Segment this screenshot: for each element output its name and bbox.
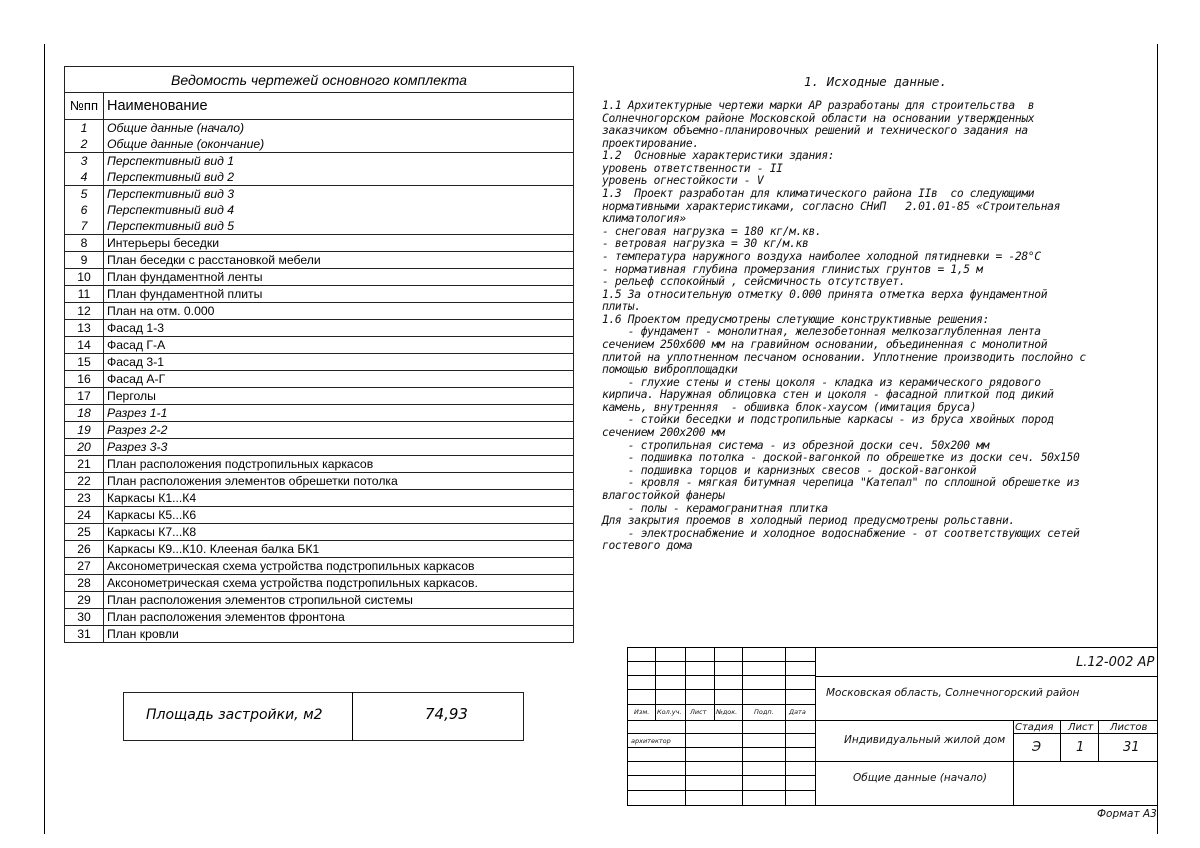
row-number: 21 (65, 456, 104, 473)
notes-line: уровень огнестойкости - V (602, 174, 764, 188)
row-number: 24 (65, 507, 104, 524)
notes-line: - стойки беседки и подстропильные каркасы - из бруса хвойных пород (602, 413, 1054, 427)
row-number: 9 (65, 252, 104, 269)
notes-line: - полы - керамогранитная плитка (602, 501, 828, 515)
notes-line: камень, внутренняя - обшивка блок-хаусом (имитация бруса) (602, 400, 977, 414)
row-number: 7 (65, 218, 104, 235)
row-number: 18 (65, 405, 104, 422)
row-number: 4 (65, 169, 104, 186)
row-number: 25 (65, 524, 104, 541)
row-number: 22 (65, 473, 104, 490)
stage-label: Стадия (1015, 722, 1054, 733)
row-name: План на отм. 0.000 (104, 303, 574, 320)
notes-line: плитой на уплотненном песчаном основании. Уплотнение производить послойно с (602, 350, 1086, 364)
row-number: 3 (65, 153, 104, 170)
row-number: 27 (65, 558, 104, 575)
column-izm: Изм. (634, 708, 650, 716)
row-name: Перспективный вид 1 (104, 153, 574, 170)
row-name: Фасад А-Г (104, 371, 574, 388)
row-number: 30 (65, 609, 104, 626)
row-number: 14 (65, 337, 104, 354)
notes-line: Солнечногорском районе Московской области на основании утвержденных (602, 111, 1035, 125)
building-area-label: Площадь застройки, м2 (146, 707, 323, 723)
row-name: Аксонометрическая схема устройства подстропильных каркасов (104, 558, 574, 575)
row-name: План расположения подстропильных каркасов (104, 456, 574, 473)
paper-format: Формат А3 (1097, 808, 1157, 820)
row-name: Интерьеры беседки (104, 235, 574, 252)
column-n-dok: №док. (716, 708, 738, 716)
object-name: Индивидуальный жилой дом (844, 734, 1006, 746)
notes-line: - подшивка торцов и карнизных свесов - доской-вагонкой (602, 463, 977, 477)
row-number: 1 (65, 120, 104, 137)
notes-line: - рельеф сспокойный , сейсмичность отсутствует. (602, 275, 906, 289)
row-name: План расположения элементов фронтона (104, 609, 574, 626)
row-number: 16 (65, 371, 104, 388)
row-name: Общие данные (окончание) (104, 136, 574, 153)
notes-line: - стропильная система - из обрезной доски сеч. 50х200 мм (602, 438, 990, 452)
row-name: Каркасы К7...К8 (104, 524, 574, 541)
notes-line: плиты. (602, 300, 641, 314)
stage-value: Э (1032, 740, 1042, 755)
column-kol-uch: Кол.уч. (657, 708, 682, 716)
row-number: 11 (65, 286, 104, 303)
notes-line: - нормативная глубина промерзания глинистых грунтов = 1,5 м (602, 262, 983, 276)
notes-line: Для закрытия проемов в холодный период предусмотрены рольставни. (602, 514, 1015, 528)
column-data: Дата (789, 708, 806, 716)
role-architect: архитектор (631, 737, 671, 745)
column-list: Лист (690, 708, 707, 716)
row-name: Перспективный вид 3 (104, 186, 574, 203)
row-number: 12 (65, 303, 104, 320)
row-number: 28 (65, 575, 104, 592)
column-podp: Подп. (754, 708, 774, 716)
row-name: План беседки с расстановкой мебели (104, 252, 574, 269)
row-number: 8 (65, 235, 104, 252)
row-number: 19 (65, 422, 104, 439)
row-name: Разрез 3-3 (104, 439, 574, 456)
row-name: Каркасы К9...К10. Клееная балка БК1 (104, 541, 574, 558)
notes-line: кирпича. Наружная облицовка стен и цоколя - фасадной плиткой под дикий (602, 388, 1054, 402)
project-location: Московская область, Солнечногорский район (826, 687, 1080, 699)
notes-line: - электроснабжение и холодное водоснабжение - от соответствующих сетей (602, 526, 1080, 540)
row-number: 5 (65, 186, 104, 203)
notes-line: 1.3 Проект разработан для климатического района IIв со следующими (602, 187, 1035, 201)
row-number: 20 (65, 439, 104, 456)
row-name: Разрез 1-1 (104, 405, 574, 422)
drawings-list-title: Ведомость чертежей основного комплекта (65, 67, 574, 93)
row-number: 26 (65, 541, 104, 558)
row-name: Разрез 2-2 (104, 422, 574, 439)
notes-line: нормативными характеристиками, согласно СНиП 2.01.01-85 «Строительная (602, 199, 1061, 213)
row-name: Перспективный вид 5 (104, 218, 574, 235)
notes-heading: 1. Исходные данные. (804, 74, 947, 89)
notes-line: помощью виброплощадки (602, 363, 738, 377)
sheet-title: Общие данные (начало) (853, 772, 988, 784)
row-name: План расположения элементов обрешетки потолка (104, 473, 574, 490)
row-number: 29 (65, 592, 104, 609)
row-number: 23 (65, 490, 104, 507)
row-name: План кровли (104, 626, 574, 643)
notes-line: климатология» (602, 212, 686, 226)
row-name: Фасад Г-А (104, 337, 574, 354)
notes-line: сечением 250х600 мм на гравийном основании, объединенная с монолитной (602, 337, 1048, 351)
row-name: Перголы (104, 388, 574, 405)
row-number: 10 (65, 269, 104, 286)
building-area-value: 74,93 (425, 705, 468, 723)
row-name: Фасад 1-3 (104, 320, 574, 337)
notes-line: 1.1 Архитектурные чертежи марки АР разработаны для строительства в (602, 99, 1035, 112)
row-name: Перспективный вид 4 (104, 202, 574, 218)
notes-line: - ветровая нагрузка = 30 кг/м.кв (602, 237, 809, 251)
row-number: 17 (65, 388, 104, 405)
row-name: Каркасы К1...К4 (104, 490, 574, 507)
notes-line: - глухие стены и стены цоколя - кладка из керамического рядового (602, 375, 1041, 389)
row-name: План расположения элементов стропильной системы (104, 592, 574, 609)
notes-line: 1.6 Проектом предусмотрены слетующие конструктивные решения: (602, 312, 990, 326)
notes-line: уровень ответственности - II (602, 161, 783, 175)
column-header-name: Наименование (104, 93, 574, 120)
notes-line: гостевого дома (602, 539, 693, 553)
notes-line: 1.2 Основные характеристики здания: (602, 149, 835, 163)
sheets-label: Листов (1110, 722, 1148, 733)
notes-line: - снеговая нагрузка = 180 кг/м.кв. (602, 224, 822, 238)
notes-line: заказчиком объемно-планировочных решений и технического задания на (602, 124, 1028, 138)
row-name: Перспективный вид 2 (104, 169, 574, 186)
row-name: Каркасы К5...К6 (104, 507, 574, 524)
row-name: Общие данные (начало) (104, 120, 574, 137)
sheets-value: 31 (1123, 740, 1140, 755)
notes-line: сечением 200х200 мм (602, 426, 725, 440)
notes-line: - температура наружного воздуха наиболее холодной пятидневки = -28°С (602, 249, 1041, 263)
row-name: Фасад 3-1 (104, 354, 574, 371)
row-number: 15 (65, 354, 104, 371)
sheet-value: 1 (1076, 740, 1085, 755)
row-number: 31 (65, 626, 104, 643)
document-code: L.12-002 АР (1076, 655, 1155, 670)
notes-line: влагостойкой фанеры (602, 488, 725, 502)
row-number: 13 (65, 320, 104, 337)
notes-line: - фундамент - монолитная, железобетонная мелкозаглубленная лента (602, 325, 1041, 339)
column-header-number: №пп (65, 93, 104, 120)
notes-line: - кровля - мягкая битумная черепица "Катепал" по сплошной обрешетке из (602, 476, 1080, 490)
row-name: Аксонометрическая схема устройства подстропильных каркасов. (104, 575, 574, 592)
notes-line: 1.5 За относительную отметку 0.000 принята отметка верха фундаментной (602, 287, 1048, 301)
notes-line: проектирование. (602, 136, 699, 150)
row-number: 2 (65, 136, 104, 153)
sheet-label: Лист (1068, 722, 1094, 733)
notes-line: - подшивка потолка - доской-вагонкой по обрешетке из доски сеч. 50х150 (602, 451, 1080, 465)
row-name: План фундаментной ленты (104, 269, 574, 286)
row-name: План фундаментной плиты (104, 286, 574, 303)
row-number: 6 (65, 202, 104, 218)
